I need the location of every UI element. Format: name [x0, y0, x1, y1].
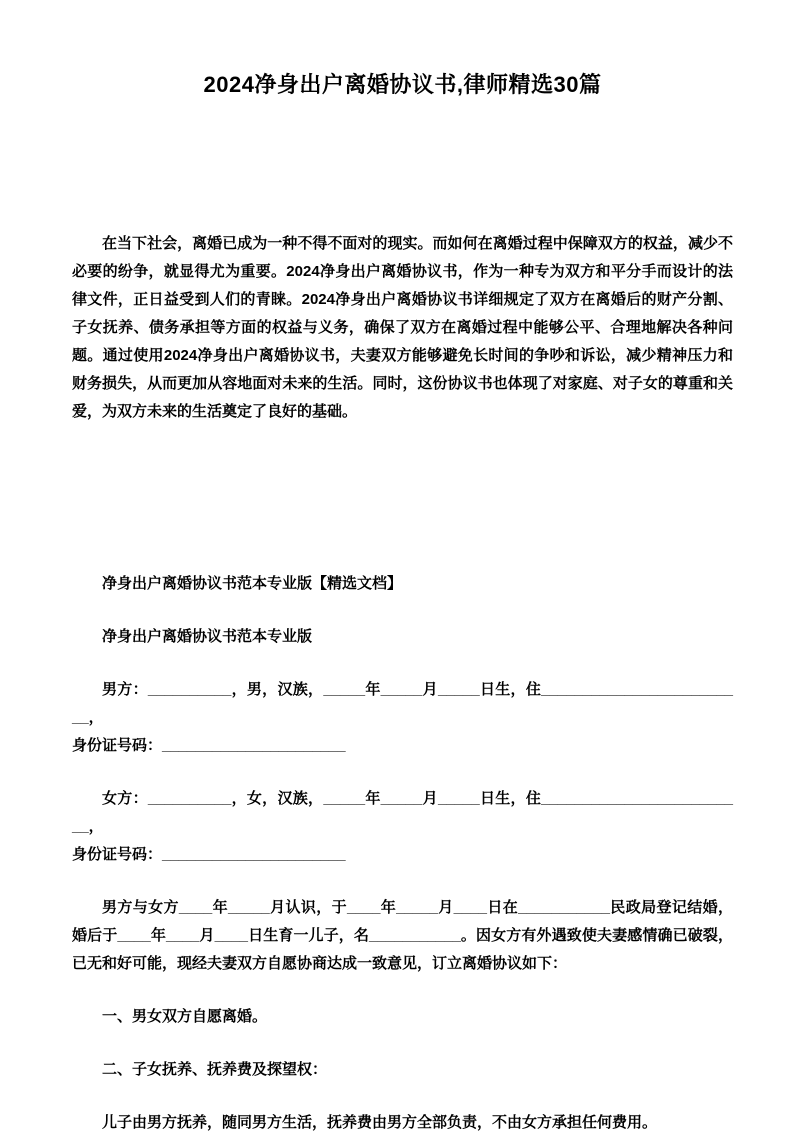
party-male-paragraph	[72, 676, 733, 760]
intro-paragraph: 在当下社会，离婚已成为一种不得不面对的现实。而如何在离婚过程中保障双方的权益，减少不必要的纷争，就显得尤为重要。2024净身出户离婚协议书，作为一种专为双方和平分手而设计的法律文件，正日益受到人们的青睐。2024净身出户离婚协议书详细规定了双方在离婚后的财产分割、子女抚养、债务承担等方面的权益与义务，确保了双方在离婚过程中能够公平、合理地解决各种问题。通过使用2024净身出户离婚协议书，夫妻双方能够避免长时间的争吵和诉讼，减少精神压力和财务损失，从而更加从容地面对未来的生活。同时，这份协议书也体现了对家庭、对子女的尊重和关爱，为双方未来的生活奠定了良好的基础。	[72, 235, 733, 420]
clause-custody-body: 儿子由男方抚养，随同男方生活，抚养费由男方全部负责，不由女方承担任何费用。	[102, 1114, 658, 1131]
document-title: 2024净身出户离婚协议书,律师精选30篇	[203, 72, 602, 97]
party-female-paragraph	[72, 785, 733, 869]
party-female-line1: 女方：__________，女，汉族，_____年_____月_____日生，住_________________________，	[72, 790, 733, 835]
clause-custody-heading: 二、子女抚养、抚养费及探望权：	[102, 1061, 328, 1078]
clause-voluntary-divorce: 一、男女双方自愿离婚。	[102, 1008, 268, 1025]
section-heading: 净身出户离婚协议书范本专业版【精选文档】	[102, 575, 403, 592]
party-male-line2: 身份证号码：______________________	[72, 737, 346, 754]
section-subheading: 净身出户离婚协议书范本专业版	[102, 628, 313, 645]
marriage-details-paragraph: 男方与女方____年_____月认识，于____年_____月____日在___________民政局登记结婚，婚后于____年____月____日生育一儿子，名___________。因女方有外遇致使夫妻感情确已破裂，已无和好可能，现经夫妻双方自愿协商达成一致意见，订立离婚协议如下：	[72, 899, 733, 972]
party-female-line2: 身份证号码：______________________	[72, 846, 346, 863]
party-male-line1: 男方：__________，男，汉族，_____年_____月_____日生，住_________________________，	[72, 681, 733, 726]
